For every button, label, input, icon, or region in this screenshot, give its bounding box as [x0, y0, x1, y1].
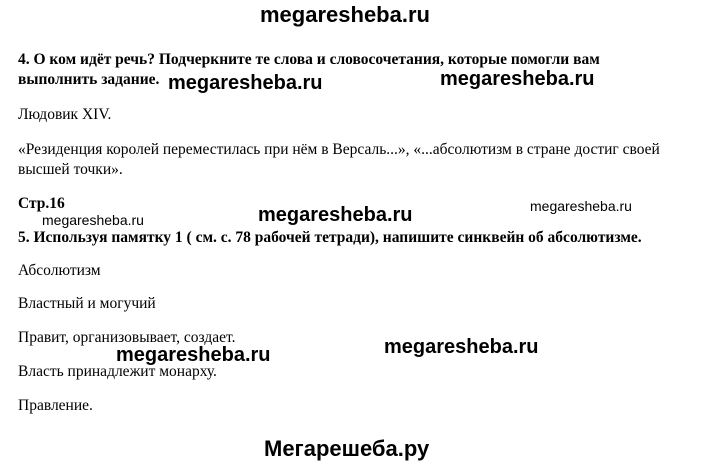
synquain-line-5: Правление.: [18, 397, 93, 414]
watermark-task5-left: megaresheba.ru: [116, 344, 271, 366]
watermark-page-left-small: megaresheba.ru: [42, 212, 144, 228]
synquain-line-2: Властный и могучий: [18, 295, 156, 312]
task5-question: 5. Используя памятку 1 ( см. с. 78 рабочей тетради), напишите синквейн об абсолютизме.: [18, 229, 642, 246]
synquain-line-3: Правит, организовывает, создает.: [18, 329, 236, 346]
watermark-task5-right: megaresheba.ru: [384, 336, 539, 358]
watermark-bottom: Мегарешеба.ру: [264, 436, 430, 461]
watermark-page-right-small: megaresheba.ru: [530, 198, 632, 214]
task4-question-line1: 4. О ком идёт речь? Подчеркните те слова и словосочетания, которые помогли вам: [18, 51, 600, 68]
synquain-line-1: Абсолютизм: [18, 262, 101, 279]
task4-answer: Людовик XIV.: [18, 106, 112, 123]
task4-quote-line1: «Резиденция королей переместилась при нём в Версаль...», «...абсолютизм в стране достиг своей: [18, 141, 660, 158]
page-label: Стр.16: [18, 195, 65, 212]
task4-question-line2: выполнить задание.: [18, 71, 160, 88]
synquain-line-4: Власть принадлежит монарху.: [18, 363, 217, 380]
watermark-task4-left: megaresheba.ru: [168, 72, 323, 94]
task4-quote-line2: высшей точки».: [18, 161, 123, 178]
watermark-task4-right: megaresheba.ru: [440, 68, 595, 90]
watermark-top: megaresheba.ru: [260, 2, 430, 27]
watermark-page-center: megaresheba.ru: [258, 204, 413, 226]
